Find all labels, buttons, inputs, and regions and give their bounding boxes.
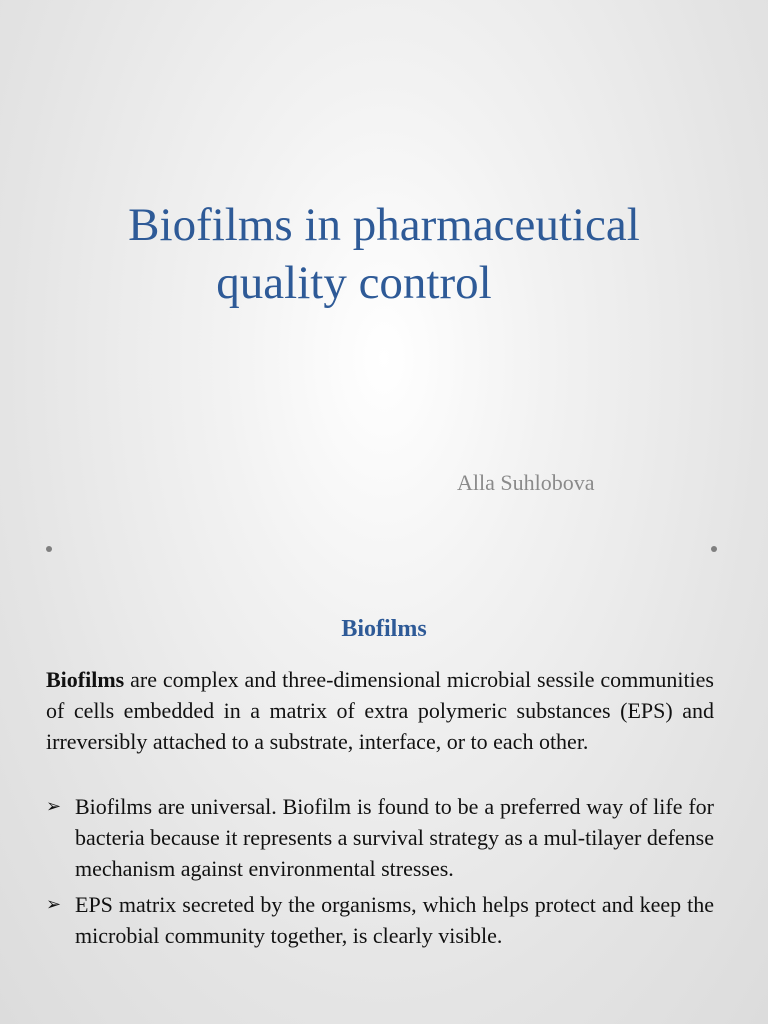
arrow-bullet-icon: ➢ <box>46 796 62 817</box>
intro-paragraph <box>46 664 714 757</box>
slide-divider-dot-left <box>46 546 52 552</box>
section-heading: Biofilms <box>341 616 427 642</box>
slide-divider-dot-right <box>711 546 717 552</box>
title-line-2: quality control <box>216 257 492 309</box>
content-slide <box>0 560 768 1024</box>
list-item-text: EPS matrix secreted by the organisms, which helps protect and keep the microbial community together, is clearly visible. <box>75 892 714 948</box>
list-item <box>46 889 714 951</box>
intro-term: Biofilms <box>46 667 125 692</box>
slide-title <box>0 196 768 312</box>
author-name: Alla Suhlobova <box>457 470 595 495</box>
arrow-bullet-icon: ➢ <box>46 894 62 915</box>
bullet-list <box>46 791 714 956</box>
list-item <box>46 791 714 884</box>
intro-text: are complex and three-dimensional microbial sessile communities of cells embedded in a matrix of extra polymeric substances (EPS) and irreversibly attached to a substrate, interface, or to each other. <box>46 667 714 754</box>
list-item-text: Biofilms are universal. Biofilm is found to be a preferred way of life for bacteria because it represents a survival strategy as a mul-tilayer defense mechanism against environmental stresses. <box>75 794 714 881</box>
title-line-1: Biofilms in pharmaceutical <box>128 199 640 251</box>
